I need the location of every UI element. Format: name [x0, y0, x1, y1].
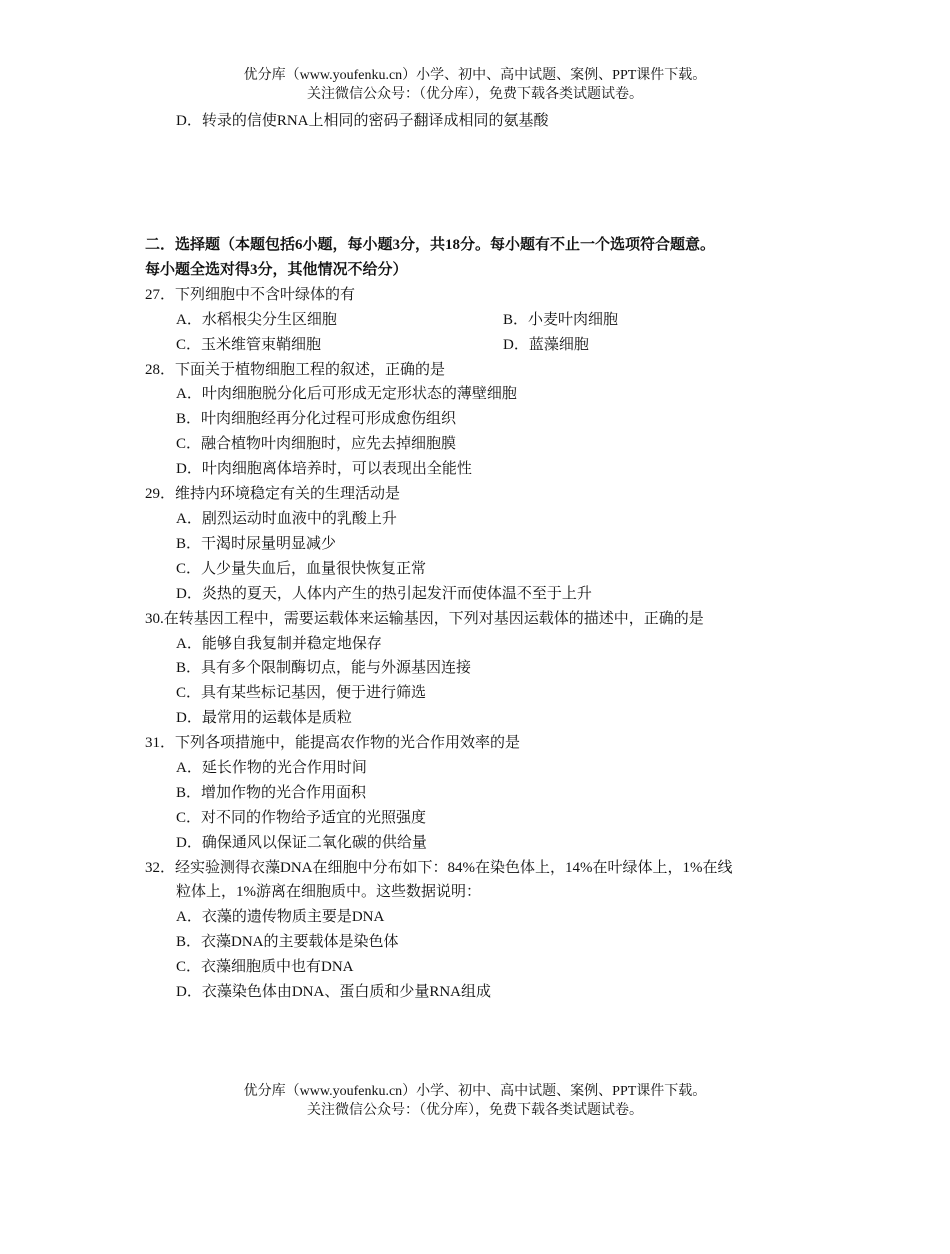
question-31-option-d: D．确保通风以保证二氧化碳的供给量 [176, 835, 427, 851]
section-title-line-1: 二．选择题（本题包括6小题，每小题3分，共18分。每小题有不止一个选项符合题意。 [145, 237, 716, 253]
question-27-option-d: D．蓝藻细胞 [503, 337, 589, 353]
question-29-option-a: A．剧烈运动时血液中的乳酸上升 [176, 511, 397, 527]
question-31-stem: 31．下列各项措施中，能提高农作物的光合作用效率的是 [145, 735, 521, 751]
question-30-option-c: C．具有某些标记基因，便于进行筛选 [176, 685, 427, 701]
question-29-option-b: B．干渴时尿量明显减少 [176, 536, 337, 552]
question-29-option-c: C．人少量失血后，血量很快恢复正常 [176, 561, 427, 577]
footer-line-1: 优分库（www.youfenku.cn）小学、初中、高中试题、案例、PPT课件下载。 [243, 1084, 707, 1099]
question-29-option-d: D．炎热的夏天，人体内产生的热引起发汗而使体温不至于上升 [176, 586, 592, 602]
question-28-option-a: A．叶肉细胞脱分化后可形成无定形状态的薄壁细胞 [176, 386, 517, 402]
question-32-option-d: D．衣藻染色体由DNA、蛋白质和少量RNA组成 [176, 984, 492, 1000]
question-32-option-c: C．衣藻细胞质中也有DNA [176, 959, 354, 975]
question-28-option-c: C．融合植物叶肉细胞时，应先去掉细胞膜 [176, 436, 457, 452]
question-32-option-b: B．衣藻DNA的主要载体是染色体 [176, 934, 399, 950]
question-30-option-b: B．具有多个限制酶切点，能与外源基因连接 [176, 660, 472, 676]
footer-line-2: 关注微信公众号：（优分库），免费下载各类试题试卷。 [307, 1103, 643, 1118]
question-31-option-c: C．对不同的作物给予适宜的光照强度 [176, 810, 427, 826]
question-27-option-c: C．玉米维管束鞘细胞 [176, 337, 322, 353]
question-30-option-a: A．能够自我复制并稳定地保存 [176, 636, 382, 652]
header-line-2: 关注微信公众号：（优分库），免费下载各类试题试卷。 [307, 87, 643, 102]
question-31-option-a: A．延长作物的光合作用时间 [176, 760, 367, 776]
question-30-option-d: D．最常用的运载体是质粒 [176, 710, 352, 726]
question-30-stem: 30.在转基因工程中，需要运载体来运输基因，下列对基因运载体的描述中，正确的是 [145, 611, 704, 627]
question-28-option-b: B．叶肉细胞经再分化过程可形成愈伤组织 [176, 411, 457, 427]
question-29-stem: 29．维持内环境稳定有关的生理活动是 [145, 486, 401, 502]
question-27-option-a: A．水稻根尖分生区细胞 [176, 312, 337, 328]
question-32-stem: 32．经实验测得衣藻DNA在细胞中分布如下：84%在染色体上，14%在叶绿体上，1%在线 [145, 860, 733, 876]
carryover-option: D．转录的信使RNA上相同的密码子翻译成相同的氨基酸 [176, 113, 549, 129]
question-27-stem: 27．下列细胞中不含叶绿体的有 [145, 287, 356, 303]
question-32-option-a: A．衣藻的遗传物质主要是DNA [176, 909, 385, 925]
question-28-stem: 28．下面关于植物细胞工程的叙述，正确的是 [145, 362, 446, 378]
question-31-option-b: B．增加作物的光合作用面积 [176, 785, 367, 801]
question-32-stem-cont: 粒体上，1%游离在细胞质中。这些数据说明： [176, 884, 481, 900]
section-title-line-2: 每小题全选对得3分，其他情况不给分） [145, 262, 408, 278]
question-28-option-d: D．叶肉细胞离体培养时，可以表现出全能性 [176, 461, 472, 477]
header-line-1: 优分库（www.youfenku.cn）小学、初中、高中试题、案例、PPT课件下载。 [243, 68, 707, 83]
question-27-option-b: B．小麦叶肉细胞 [503, 312, 619, 328]
